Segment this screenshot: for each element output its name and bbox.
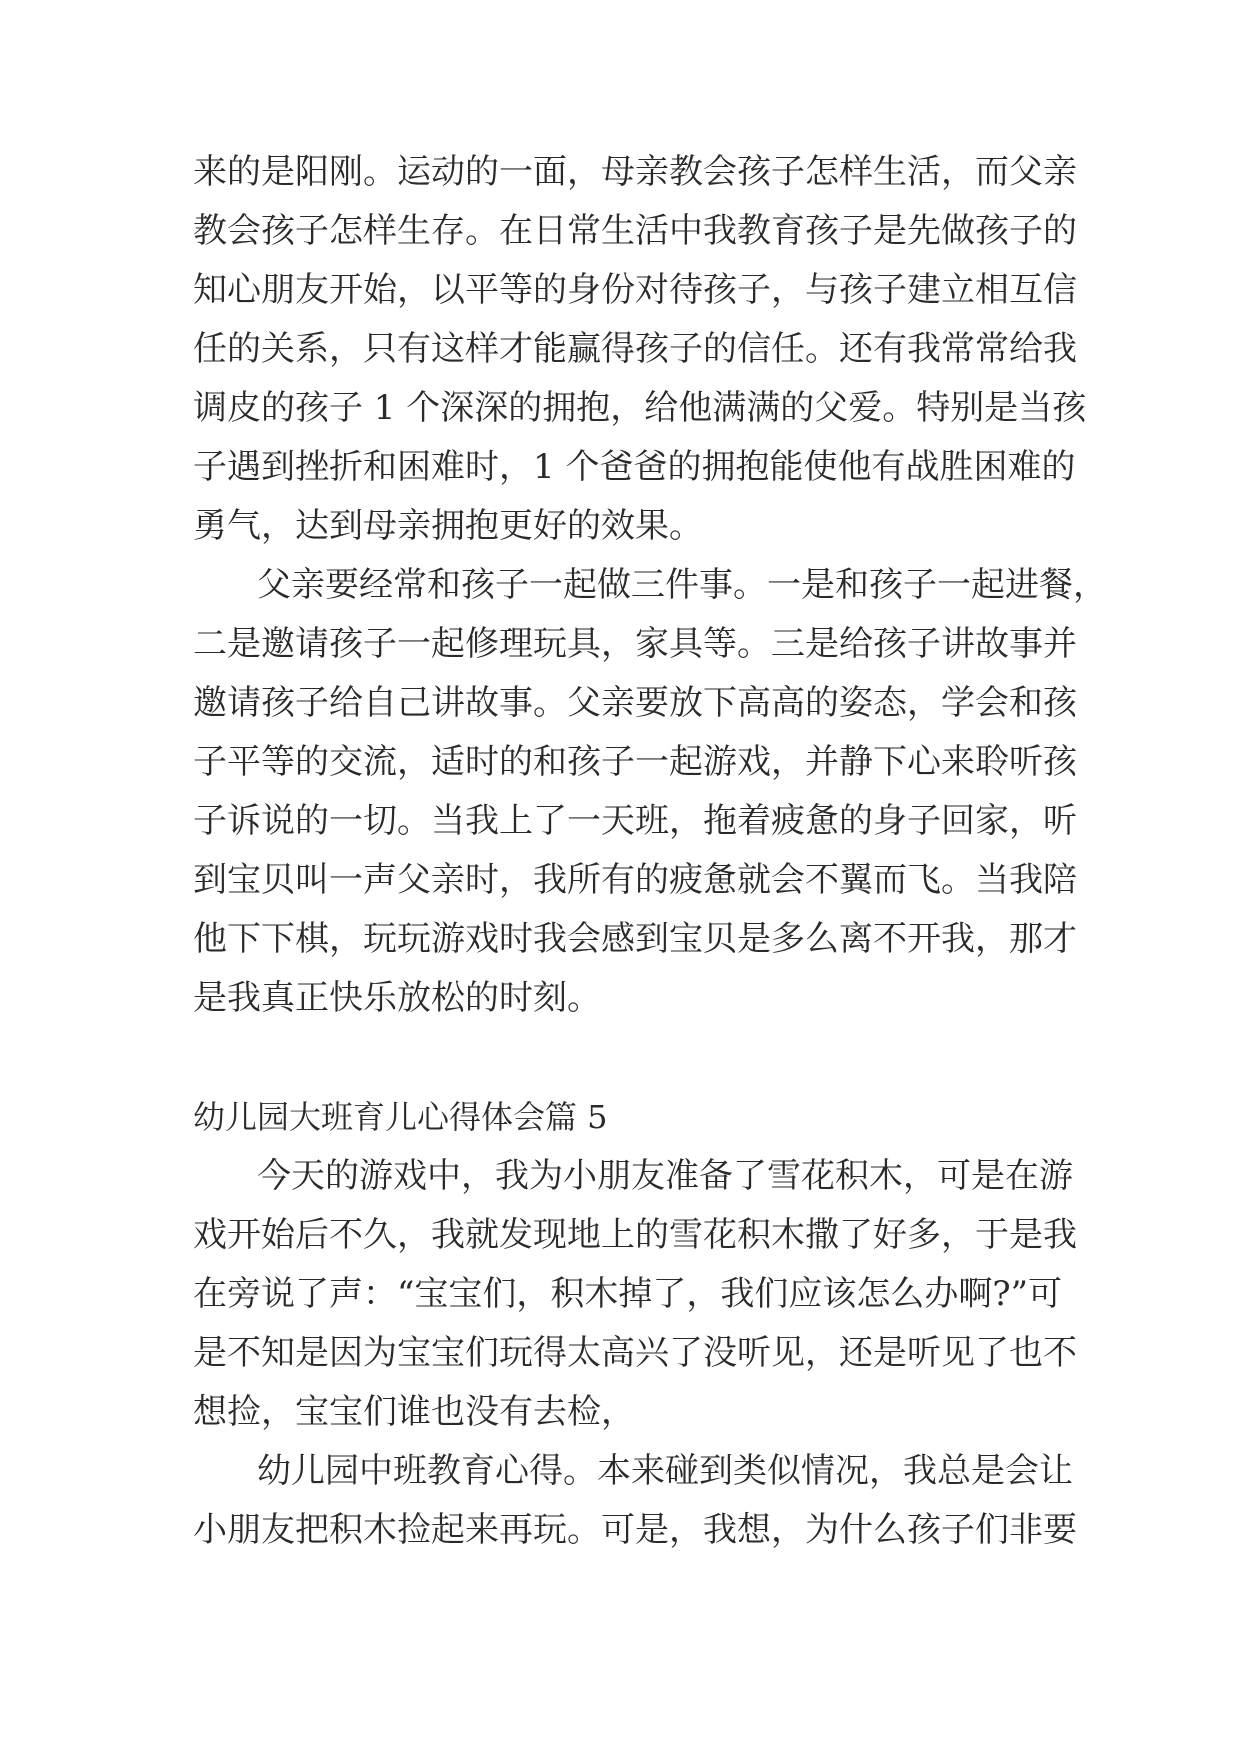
paragraph-line: 今天的游戏中，我为小朋友准备了雪花积木，可是在游 (257, 1156, 1073, 1196)
paragraph-line: 教会孩子怎样生存。在日常生活中我教育孩子是先做孩子的 (193, 211, 1077, 251)
paragraph-line: 调皮的孩子 1 个深深的拥抱，给他满满的父爱。特别是当孩 (193, 388, 1087, 428)
paragraph-line: 想捡，宝宝们谁也没有去检， (193, 1392, 635, 1432)
paragraph-line: 勇气，达到母亲拥抱更好的效果。 (193, 506, 703, 546)
paragraph-line: 邀请孩子给自己讲故事。父亲要放下高高的姿态，学会和孩 (193, 683, 1077, 723)
paragraph-line: 是我真正快乐放松的时刻。 (193, 978, 601, 1018)
paragraph-line: 是不知是因为宝宝们玩得太高兴了没听见，还是听见了也不 (193, 1333, 1077, 1373)
paragraph-line: 知心朋友开始，以平等的身份对待孩子，与孩子建立相互信 (193, 270, 1077, 310)
paragraph-line: 戏开始后不久，我就发现地上的雪花积木撒了好多，于是我 (193, 1215, 1077, 1255)
section-heading: 幼儿园大班育儿心得体会篇 5 (193, 1098, 608, 1136)
paragraph-line: 小朋友把积木捡起来再玩。可是，我想，为什么孩子们非要 (193, 1510, 1077, 1550)
paragraph-line: 他下下棋，玩玩游戏时我会感到宝贝是多么离不开我，那才 (193, 919, 1077, 959)
paragraph-line: 到宝贝叫一声父亲时，我所有的疲惫就会不翼而飞。当我陪 (193, 860, 1077, 900)
paragraph-line: 任的关系，只有这样才能赢得孩子的信任。还有我常常给我 (193, 329, 1077, 369)
paragraph-line: 二是邀请孩子一起修理玩具，家具等。三是给孩子讲故事并 (193, 624, 1077, 664)
paragraph-line: 父亲要经常和孩子一起做三件事。一是和孩子一起进餐， (257, 565, 1107, 605)
paragraph-line: 来的是阳刚。运动的一面，母亲教会孩子怎样生活，而父亲 (193, 152, 1077, 192)
paragraph-line: 子诉说的一切。当我上了一天班，拖着疲惫的身子回家，听 (193, 801, 1077, 841)
paragraph-line: 子平等的交流，适时的和孩子一起游戏，并静下心来聆听孩 (193, 742, 1077, 782)
paragraph-line: 在旁说了声：“宝宝们，积木掉了，我们应该怎么办啊?”可 (193, 1274, 1062, 1314)
paragraph-line: 幼儿园中班教育心得。本来碰到类似情况，我总是会让 (257, 1451, 1073, 1491)
paragraph-line: 子遇到挫折和困难时，1 个爸爸的拥抱能使他有战胜困难的 (193, 447, 1076, 487)
